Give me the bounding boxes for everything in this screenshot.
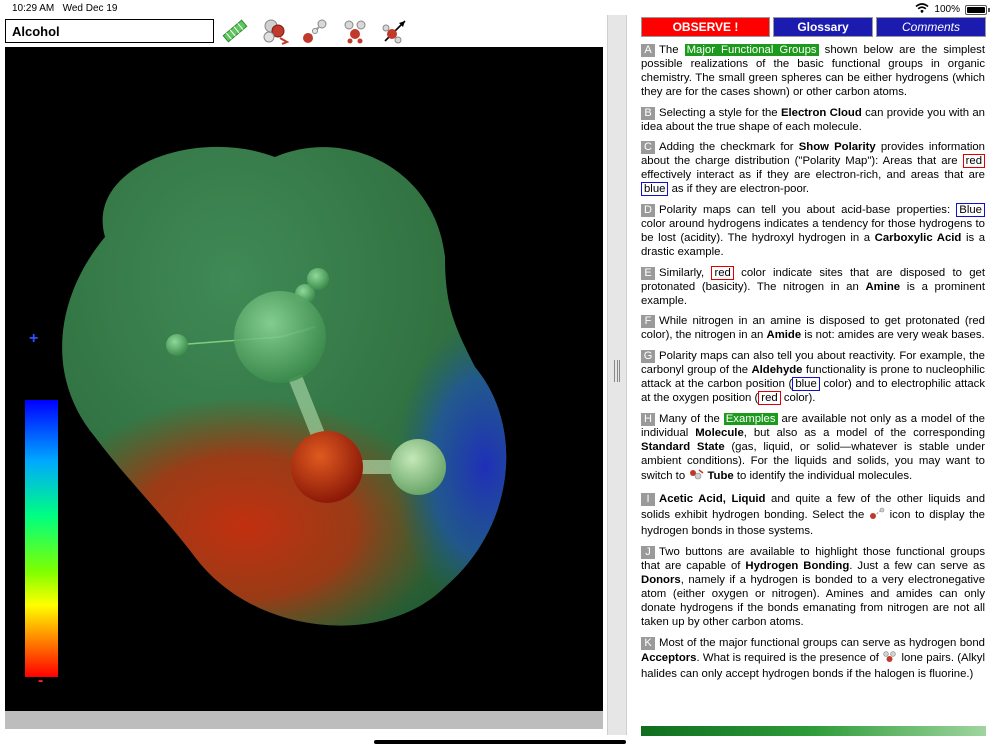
paragraph-d: D Polarity maps can tell you about acid-base properties: Blue color around hydrogens indicates a tendency for those hydrogens to be lost (acidity). The hydroxyl hydrogen in a Carboxylic Acid is a drastic example.	[641, 204, 985, 258]
major-functional-groups-link[interactable]: Major Functional Groups	[686, 44, 817, 56]
paragraph-letter: J	[641, 546, 655, 559]
paragraph-g: G Polarity maps can also tell you about reactivity. For example, the carbonyl group of the Aldehyde functionality is prone to nucleophilic attack at the carbon position ( blue color) and to electrophilic attack at the oxygen position ( red color).	[641, 350, 985, 404]
hydrogen-bond-inline-icon	[869, 507, 885, 525]
status-right	[915, 3, 990, 16]
paragraph-letter: H	[641, 413, 655, 426]
tab-comments[interactable]: Comments	[876, 17, 986, 37]
battery-percent: 100%	[934, 4, 960, 15]
battery-tip	[988, 8, 990, 12]
paragraph-letter: K	[641, 637, 655, 650]
paragraph-f: F While nitrogen in an amine is disposed to get protonated (red color), the nitrogen in an Amide is not: amides are very weak bases.	[641, 315, 985, 342]
polarity-colorbar	[25, 400, 58, 677]
status-bar	[0, 0, 1000, 18]
paragraph-letter: I	[641, 493, 655, 506]
status-time	[12, 3, 117, 14]
colorbar-plus: +	[29, 330, 39, 347]
paragraph-e: E Similarly, red color indicate sites that are disposed to get protonated (basicity). The nitrogen in an Amine is a prominent example.	[641, 266, 986, 307]
info-pane	[641, 17, 986, 681]
molecule-name-field[interactable]: Alcohol	[5, 19, 214, 43]
observe-text	[641, 44, 985, 689]
red-term: red	[963, 154, 985, 168]
paragraph-letter: C	[641, 141, 655, 154]
electron-cloud-render	[5, 47, 603, 711]
red-term: red	[758, 391, 780, 405]
divider-grip[interactable]	[614, 360, 620, 382]
paragraph-k: K Most of the major functional groups can serve as hydrogen bond Acceptors. What is required is the presence of lone pairs. (Alkyl halides can only accept hydrogen bonds if the halogen is fluorine.)	[641, 636, 986, 681]
section-header-major-functional-groups[interactable]	[641, 726, 986, 736]
info-tabs	[641, 17, 986, 37]
dipole-icon[interactable]	[380, 16, 410, 46]
space-filling-icon[interactable]	[260, 16, 290, 46]
battery-icon	[965, 5, 987, 15]
model-toolbar	[220, 15, 410, 47]
examples-link[interactable]: Examples	[725, 412, 776, 425]
split-divider[interactable]	[607, 15, 627, 735]
paragraph-j: J Two buttons are available to highlight those functional groups that are capable of Hydrogen Bonding. Just a few can serve as Donors, namely if a hydrogen is bonded to a very electronegative atom (either oxygen or nitrogen). Amines and amides can only donate hydrogens if the bonds emanating from nitrogen are not all taken up by other carbon atoms.	[641, 546, 985, 628]
lone-pair-inline-icon	[882, 650, 898, 668]
home-indicator[interactable]	[374, 740, 626, 744]
paragraph-letter: F	[641, 315, 655, 328]
paragraph-letter: G	[641, 350, 655, 363]
blue-term: blue	[641, 182, 668, 196]
paragraph-letter: D	[641, 204, 655, 217]
date-text: Wed Dec 19	[62, 3, 118, 14]
paragraph-letter: E	[641, 267, 655, 280]
wifi-icon	[915, 3, 929, 16]
tab-glossary[interactable]: Glossary	[773, 17, 873, 37]
paragraph-a: A The Major Functional Groups shown below are the simplest possible realizations of the basic functional groups in organic chemistry. The small green spheres can be either hydrogens (which they are for the cases shown) or other carbon atoms.	[641, 44, 985, 98]
paragraph-letter: A	[641, 44, 655, 57]
time-text: 10:29 AM	[12, 3, 55, 14]
paragraph-b: B Selecting a style for the Electron Cloud can provide you with an idea about the true shape of each molecule.	[641, 106, 985, 133]
paragraph-i: I Acetic Acid, Liquid and quite a few of the other liquids and solids exhibit hydrogen bonding. Select the icon to display the hydrogen bonds in those systems.	[641, 493, 986, 538]
molecule-viewer[interactable]	[5, 47, 603, 711]
paragraph-c: C Adding the checkmark for Show Polarity provides information about the charge distribution ("Polarity Map"): Areas that are red effectively interact as if they are electron-rich, and areas that are blue as if they are electron-poor.	[641, 141, 985, 196]
blue-term: blue	[792, 377, 819, 391]
lone-pair-icon[interactable]	[340, 16, 370, 46]
paragraph-h: H Many of the Examples are available not only as a model of the individual Molecule, but also as a model of the corresponding Standard State (gas, liquid, or solid—whatever is stable under ambient conditions). For the liquids and solids, you may want to switch to Tube to identify the individual molecules.	[641, 413, 985, 487]
blue-term: Blue	[956, 203, 985, 217]
red-term: red	[711, 266, 733, 280]
viewer-bottom-bar	[5, 711, 603, 729]
tube-model-icon	[688, 468, 704, 486]
paragraph-letter: B	[641, 107, 655, 120]
ball-and-stick-icon[interactable]	[220, 16, 250, 46]
hydrogen-bond-icon[interactable]	[300, 16, 330, 46]
tab-observe[interactable]: OBSERVE !	[641, 17, 770, 37]
colorbar-minus: -	[38, 672, 44, 689]
